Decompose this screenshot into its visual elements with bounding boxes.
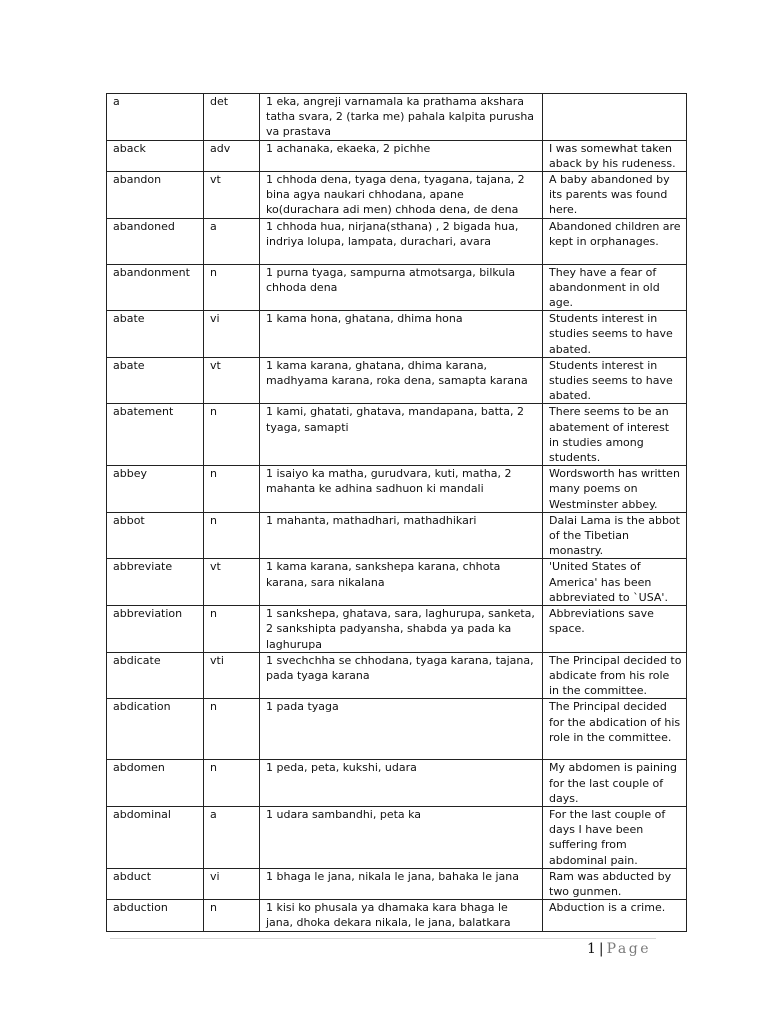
- table-row: [107, 760, 687, 807]
- entry-word-cell: abbreviation: [107, 606, 204, 653]
- meaning-cell: 1 chhoda dena, tyaga dena, tyagana, tajana, 2 bina agya naukari chhodana, apane ko(durachara adi men) chhoda dena, de dena: [260, 172, 543, 219]
- example-sentence-cell: Wordsworth has written many poems on Westminster abbey.: [543, 466, 687, 513]
- part-of-speech-cell: vt: [204, 357, 260, 404]
- part-of-speech-cell: n: [204, 404, 260, 466]
- meaning-cell: 1 kisi ko phusala ya dhamaka kara bhaga le jana, dhoka dekara nikala, le jana, balatkara: [260, 900, 543, 931]
- example-sentence-cell: They have a fear of abandonment in old age.: [543, 264, 687, 311]
- table-row: [107, 94, 687, 141]
- part-of-speech-cell: a: [204, 218, 260, 264]
- example-sentence-cell: Dalai Lama is the abbot of the Tibetian monastry.: [543, 512, 687, 559]
- table-row: [107, 404, 687, 466]
- entry-word-cell: aback: [107, 140, 204, 171]
- meaning-cell: 1 achanaka, ekaeka, 2 pichhe: [260, 140, 543, 171]
- dictionary-table-body: [107, 94, 687, 932]
- table-row: [107, 652, 687, 699]
- meaning-cell: 1 kama hona, ghatana, dhima hona: [260, 311, 543, 358]
- dictionary-table: [106, 93, 687, 932]
- table-row: [107, 311, 687, 358]
- example-sentence-cell: [543, 94, 687, 141]
- entry-word-cell: abbreviate: [107, 559, 204, 606]
- part-of-speech-cell: vt: [204, 559, 260, 606]
- table-row: [107, 606, 687, 653]
- entry-word-cell: abduct: [107, 868, 204, 899]
- part-of-speech-cell: n: [204, 466, 260, 513]
- meaning-cell: 1 kama karana, sankshepa karana, chhota karana, sara nikalana: [260, 559, 543, 606]
- entry-word-cell: abdominal: [107, 806, 204, 868]
- part-of-speech-cell: n: [204, 760, 260, 807]
- meaning-cell: 1 udara sambandhi, peta ka: [260, 806, 543, 868]
- meaning-cell: 1 chhoda hua, nirjana(sthana) , 2 bigada hua, indriya lolupa, lampata, durachari, avara: [260, 218, 543, 264]
- example-sentence-cell: A baby abandoned by its parents was found here.: [543, 172, 687, 219]
- meaning-cell: 1 mahanta, mathadhari, mathadhikari: [260, 512, 543, 559]
- part-of-speech-cell: vi: [204, 311, 260, 358]
- table-row: [107, 868, 687, 899]
- example-sentence-cell: For the last couple of days I have been suffering from abdominal pain.: [543, 806, 687, 868]
- table-row: [107, 699, 687, 760]
- example-sentence-cell: Ram was abducted by two gunmen.: [543, 868, 687, 899]
- meaning-cell: 1 isaiyo ka matha, gurudvara, kuti, matha, 2 mahanta ke adhina sadhuon ki mandali: [260, 466, 543, 513]
- part-of-speech-cell: n: [204, 900, 260, 931]
- entry-word-cell: abduction: [107, 900, 204, 931]
- meaning-cell: 1 svechchha se chhodana, tyaga karana, tajana, pada tyaga karana: [260, 652, 543, 699]
- example-sentence-cell: My abdomen is paining for the last couple of days.: [543, 760, 687, 807]
- table-row: [107, 357, 687, 404]
- example-sentence-cell: Abduction is a crime.: [543, 900, 687, 931]
- part-of-speech-cell: n: [204, 512, 260, 559]
- meaning-cell: 1 kami, ghatati, ghatava, mandapana, batta, 2 tyaga, samapti: [260, 404, 543, 466]
- part-of-speech-cell: n: [204, 699, 260, 760]
- entry-word-cell: abdication: [107, 699, 204, 760]
- example-sentence-cell: Abbreviations save space.: [543, 606, 687, 653]
- entry-word-cell: abandonment: [107, 264, 204, 311]
- entry-word-cell: a: [107, 94, 204, 141]
- table-row: [107, 559, 687, 606]
- page-number: 1: [586, 941, 596, 957]
- entry-word-cell: abbot: [107, 512, 204, 559]
- table-row: [107, 512, 687, 559]
- table-row: [107, 172, 687, 219]
- meaning-cell: 1 sankshepa, ghatava, sara, laghurupa, sanketa, 2 sankshipta padyansha, shabda ya pada ka laghurupa: [260, 606, 543, 653]
- meaning-cell: 1 purna tyaga, sampurna atmotsarga, bilkula chhoda dena: [260, 264, 543, 311]
- example-sentence-cell: The Principal decided to abdicate from his role in the committee.: [543, 652, 687, 699]
- meaning-cell: 1 bhaga le jana, nikala le jana, bahaka le jana: [260, 868, 543, 899]
- example-sentence-cell: 'United States of America' has been abbreviated to `USA'.: [543, 559, 687, 606]
- part-of-speech-cell: n: [204, 606, 260, 653]
- footer-separator: |: [598, 941, 604, 957]
- page-footer: [587, 941, 651, 957]
- footer-divider: [110, 938, 656, 939]
- example-sentence-cell: Abandoned children are kept in orphanages.: [543, 218, 687, 264]
- entry-word-cell: abate: [107, 311, 204, 358]
- meaning-cell: 1 kama karana, ghatana, dhima karana, madhyama karana, roka dena, samapta karana: [260, 357, 543, 404]
- part-of-speech-cell: det: [204, 94, 260, 141]
- table-row: [107, 806, 687, 868]
- table-row: [107, 466, 687, 513]
- part-of-speech-cell: vi: [204, 868, 260, 899]
- table-row: [107, 264, 687, 311]
- entry-word-cell: abandoned: [107, 218, 204, 264]
- example-sentence-cell: There seems to be an abatement of interest in studies among students.: [543, 404, 687, 466]
- example-sentence-cell: Students interest in studies seems to have abated.: [543, 311, 687, 358]
- part-of-speech-cell: vti: [204, 652, 260, 699]
- part-of-speech-cell: a: [204, 806, 260, 868]
- entry-word-cell: abatement: [107, 404, 204, 466]
- entry-word-cell: abandon: [107, 172, 204, 219]
- page-label: Page: [606, 941, 651, 957]
- meaning-cell: 1 eka, angreji varnamala ka prathama akshara tatha svara, 2 (tarka me) pahala kalpita purusha va prastava: [260, 94, 543, 141]
- meaning-cell: 1 pada tyaga: [260, 699, 543, 760]
- entry-word-cell: abbey: [107, 466, 204, 513]
- entry-word-cell: abdomen: [107, 760, 204, 807]
- example-sentence-cell: Students interest in studies seems to have abated.: [543, 357, 687, 404]
- part-of-speech-cell: n: [204, 264, 260, 311]
- entry-word-cell: abdicate: [107, 652, 204, 699]
- part-of-speech-cell: vt: [204, 172, 260, 219]
- table-row: [107, 218, 687, 264]
- part-of-speech-cell: adv: [204, 140, 260, 171]
- meaning-cell: 1 peda, peta, kukshi, udara: [260, 760, 543, 807]
- example-sentence-cell: The Principal decided for the abdication of his role in the committee.: [543, 699, 687, 760]
- example-sentence-cell: I was somewhat taken aback by his rudeness.: [543, 140, 687, 171]
- entry-word-cell: abate: [107, 357, 204, 404]
- table-row: [107, 140, 687, 171]
- table-row: [107, 900, 687, 931]
